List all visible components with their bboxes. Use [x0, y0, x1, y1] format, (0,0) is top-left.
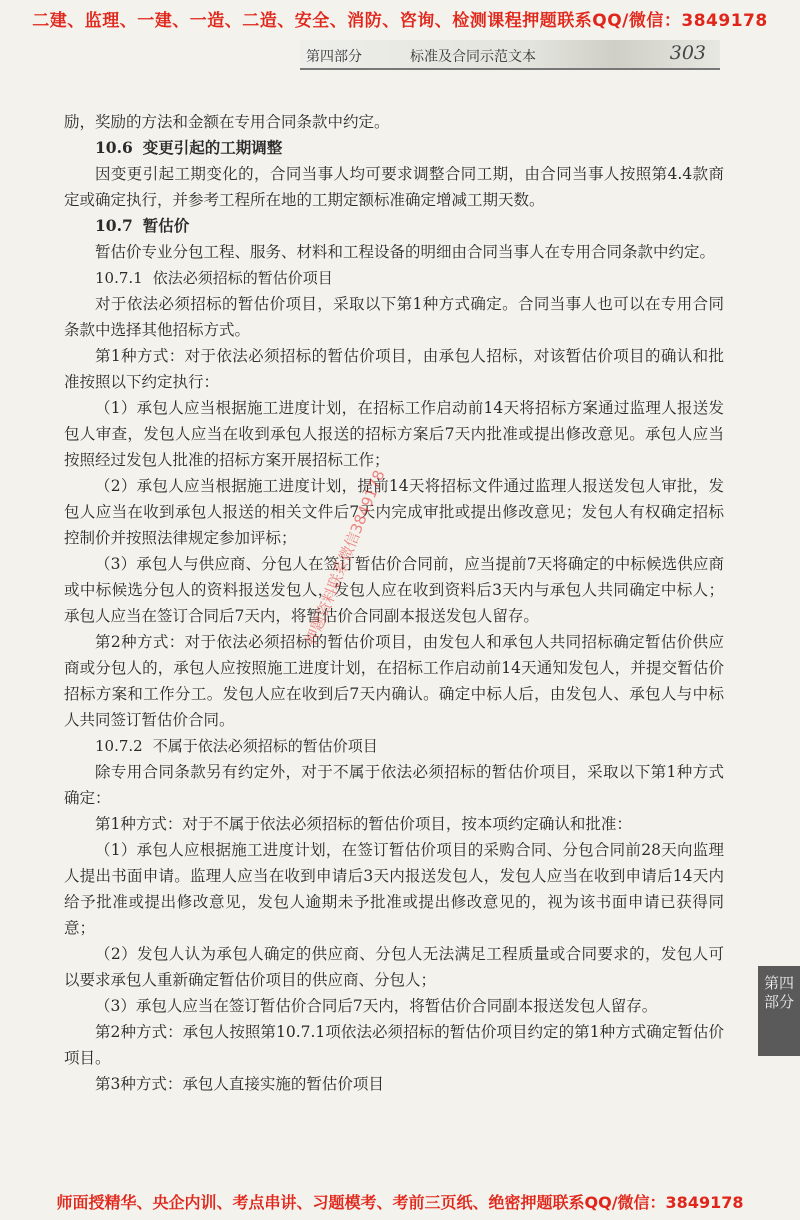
section-heading-10-6 [64, 135, 724, 161]
watermark: 押题资料联系微信3849178 [301, 467, 389, 648]
section-title: 变更引起的工期调整 [142, 138, 283, 157]
subsection-number: 10.7.2 [95, 737, 143, 755]
running-header [300, 40, 720, 70]
paragraph: 第3种方式：承包人直接实施的暂估价项目 [95, 1075, 384, 1093]
top-ad-banner: 二建、监理、一建、一造、二造、安全、消防、咨询、检测课程押题联系QQ/微信：3849178 [32, 11, 768, 31]
list-item: （2）承包人应当根据施工进度计划，提前14天将招标文件通过监理人报送发包人审批，发包人应当在收到承包人报送的相关文件后7天内完成审批或提出修改意见；发包人有权确定招标控制价并按照法律规定参加评标； [64, 477, 724, 547]
header-part-label: 第四部分 [306, 49, 362, 65]
header-title: 标准及合同示范文本 [410, 49, 536, 65]
subsection-heading-10-7-1 [64, 265, 724, 291]
subsection-title: 依法必须招标的暂估价项目 [152, 269, 333, 287]
paragraph: 因变更引起工期变化的，合同当事人均可要求调整合同工期，由合同当事人按照第4.4款商定或确定执行，并参考工程所在地的工期定额标准确定增减工期天数。 [64, 165, 724, 209]
paragraph: 暂估价专业分包工程、服务、材料和工程设备的明细由合同当事人在专用合同条款中约定。 [95, 243, 716, 261]
list-item: （1）承包人应当根据施工进度计划，在招标工作启动前14天将招标方案通过监理人报送发包人审查，发包人应当在收到承包人报送的招标方案后7天内批准或提出修改意见。承包人应当按照经过发包人批准的招标方案开展招标工作； [64, 399, 724, 469]
paragraph: 第1种方式：对于依法必须招标的暂估价项目，由承包人招标，对该暂估价项目的确认和批准按照以下约定执行： [64, 347, 724, 391]
paragraph: 第2种方式：承包人按照第10.7.1项依法必须招标的暂估价项目约定的第1种方式确定暂估价项目。 [64, 1023, 724, 1067]
paragraph: 第1种方式：对于不属于依法必须招标的暂估价项目，按本项约定确认和批准： [95, 815, 632, 833]
page-number: 303 [669, 42, 706, 64]
part-side-tab: 第四部分 [758, 966, 800, 1056]
subsection-number: 10.7.1 [95, 269, 143, 287]
paragraph: 除专用合同条款另有约定外，对于不属于依法必须招标的暂估价项目，采取以下第1种方式确定： [64, 763, 724, 807]
section-title: 暂估价 [142, 216, 190, 235]
bottom-ad-banner: 师面授精华、央企内训、考点串讲、习题模考、考前三页纸、绝密押题联系QQ/微信：3849178 [56, 1193, 744, 1212]
section-number: 10.6 [95, 138, 133, 157]
section-number: 10.7 [95, 216, 133, 235]
paragraph: 励，奖励的方法和金额在专用合同条款中约定。 [64, 113, 390, 131]
page-body [64, 109, 724, 1097]
list-item: （1）承包人应根据施工进度计划，在签订暂估价项目的采购合同、分包合同前28天向监理人提出书面申请。监理人应当在收到申请后3天内报送发包人，发包人应当在收到申请后14天内给予批准或提出修改意见，发包人逾期未予批准或提出修改意见的，视为该书面申请已获得同意； [64, 841, 724, 937]
paragraph: 第2种方式：对于依法必须招标的暂估价项目，由发包人和承包人共同招标确定暂估价供应商或分包人的，承包人应按照施工进度计划，在招标工作启动前14天通知发包人，并提交暂估价招标方案和工作分工。发包人应在收到后7天内确认。确定中标人后，由发包人、承包人与中标人共同签订暂估价合同。 [64, 633, 724, 729]
section-heading-10-7 [64, 213, 724, 239]
list-item: （3）承包人应当在签订暂估价合同后7天内，将暂估价合同副本报送发包人留存。 [95, 997, 658, 1015]
list-item: （2）发包人认为承包人确定的供应商、分包人无法满足工程质量或合同要求的，发包人可以要求承包人重新确定暂估价项目的供应商、分包人； [64, 945, 724, 989]
paragraph: 对于依法必须招标的暂估价项目，采取以下第1种方式确定。合同当事人也可以在专用合同条款中选择其他招标方式。 [64, 295, 724, 339]
subsection-heading-10-7-2 [64, 733, 724, 759]
subsection-title: 不属于依法必须招标的暂估价项目 [152, 737, 378, 755]
list-item: （3）承包人与供应商、分包人在签订暂估价合同前，应当提前7天将确定的中标候选供应商或中标候选分包人的资料报送发包人，发包人应在收到资料后3天内与承包人共同确定中标人；承包人应当在签订合同后7天内，将暂估价合同副本报送发包人留存。 [64, 555, 724, 625]
